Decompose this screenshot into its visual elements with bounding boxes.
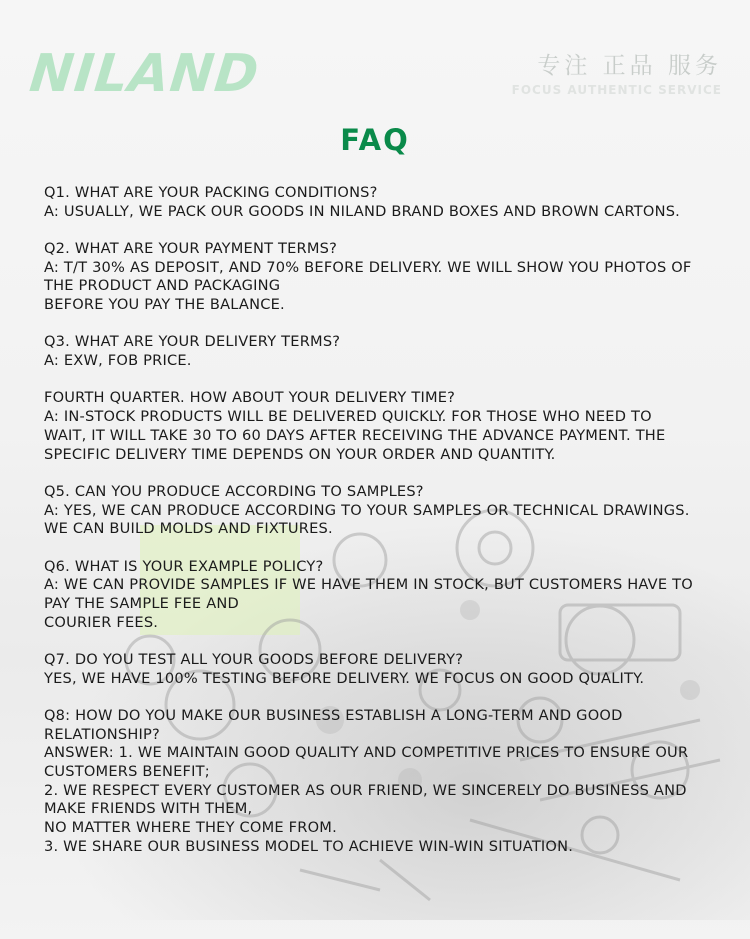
faq-answer-line: SPECIFIC DELIVERY TIME DEPENDS ON YOUR ORDER AND QUANTITY.: [44, 445, 556, 463]
page-header: [0, 0, 750, 120]
faq-answer-line: WAIT, IT WILL TAKE 30 TO 60 DAYS AFTER RECEIVING THE ADVANCE PAYMENT. THE: [44, 426, 666, 444]
faq-question: Q7. DO YOU TEST ALL YOUR GOODS BEFORE DELIVERY?: [44, 650, 464, 668]
brand-slogan: [512, 52, 722, 98]
faq-answer-line: BEFORE YOU PAY THE BALANCE.: [44, 296, 285, 314]
faq-answer-line: A: IN-STOCK PRODUCTS WILL BE DELIVERED QUICKLY. FOR THOSE WHO NEED TO: [44, 408, 652, 426]
faq-answer-line: A: YES, WE CAN PRODUCE ACCORDING TO YOUR SAMPLES OR TECHNICAL DRAWINGS.: [44, 501, 690, 519]
faq-list: [44, 184, 714, 875]
faq-item: [44, 483, 714, 539]
faq-question: Q1. WHAT ARE YOUR PACKING CONDITIONS?: [44, 184, 378, 201]
faq-answer-line: NO MATTER WHERE THEY COME FROM.: [44, 819, 337, 837]
faq-answer-line: 2. WE RESPECT EVERY CUSTOMER AS OUR FRIEND, WE SINCERELY DO BUSINESS AND: [44, 781, 687, 799]
faq-answer-line: COURIER FEES.: [44, 613, 159, 631]
faq-item: [44, 240, 714, 315]
faq-item: [44, 389, 714, 464]
faq-answer-line: ANSWER: 1. WE MAINTAIN GOOD QUALITY AND COMPETITIVE PRICES TO ENSURE OUR: [44, 744, 689, 762]
faq-answer-line: A: USUALLY, WE PACK OUR GOODS IN NILAND BRAND BOXES AND BROWN CARTONS.: [44, 202, 681, 220]
faq-answer-line: A: WE CAN PROVIDE SAMPLES IF WE HAVE THEM IN STOCK, BUT CUSTOMERS HAVE TO: [44, 576, 693, 594]
slogan-english: FOCUS AUTHENTIC SERVICE: [511, 83, 722, 97]
faq-question: FOURTH QUARTER. HOW ABOUT YOUR DELIVERY TIME?: [44, 389, 456, 407]
faq-item: [44, 651, 714, 688]
brand-logo: NILAND: [26, 44, 263, 104]
faq-answer-line: MAKE FRIENDS WITH THEM,: [44, 800, 253, 818]
faq-answer-line: 3. WE SHARE OUR BUSINESS MODEL TO ACHIEVE WIN-WIN SITUATION.: [44, 837, 574, 855]
page-title: FAQ: [340, 123, 410, 157]
faq-answer-line: A: T/T 30% AS DEPOSIT, AND 70% BEFORE DELIVERY. WE WILL SHOW YOU PHOTOS OF: [44, 258, 692, 276]
faq-question: Q6. WHAT IS YOUR EXAMPLE POLICY?: [44, 557, 324, 575]
faq-item: [44, 707, 714, 857]
faq-answer-line: YES, WE HAVE 100% TESTING BEFORE DELIVERY. WE FOCUS ON GOOD QUALITY.: [44, 669, 645, 687]
faq-question: Q8: HOW DO YOU MAKE OUR BUSINESS ESTABLISH A LONG-TERM AND GOOD: [44, 706, 623, 724]
faq-answer-line: A: EXW, FOB PRICE.: [44, 352, 192, 370]
faq-answer-line: WE CAN BUILD MOLDS AND FIXTURES.: [44, 520, 333, 538]
faq-item: [44, 333, 714, 370]
faq-question: Q5. CAN YOU PRODUCE ACCORDING TO SAMPLES?: [44, 482, 424, 500]
faq-question: Q3. WHAT ARE YOUR DELIVERY TERMS?: [44, 333, 341, 351]
faq-answer-line: CUSTOMERS BENEFIT;: [44, 763, 210, 781]
faq-item: [44, 558, 714, 633]
slogan-chinese: 专注 正品 服务: [537, 53, 722, 79]
faq-answer-line: RELATIONSHIP?: [44, 725, 160, 743]
faq-answer-line: THE PRODUCT AND PACKAGING: [44, 277, 281, 295]
faq-answer-line: PAY THE SAMPLE FEE AND: [44, 594, 239, 612]
faq-question: Q2. WHAT ARE YOUR PAYMENT TERMS?: [44, 240, 338, 257]
faq-item: [44, 184, 714, 221]
